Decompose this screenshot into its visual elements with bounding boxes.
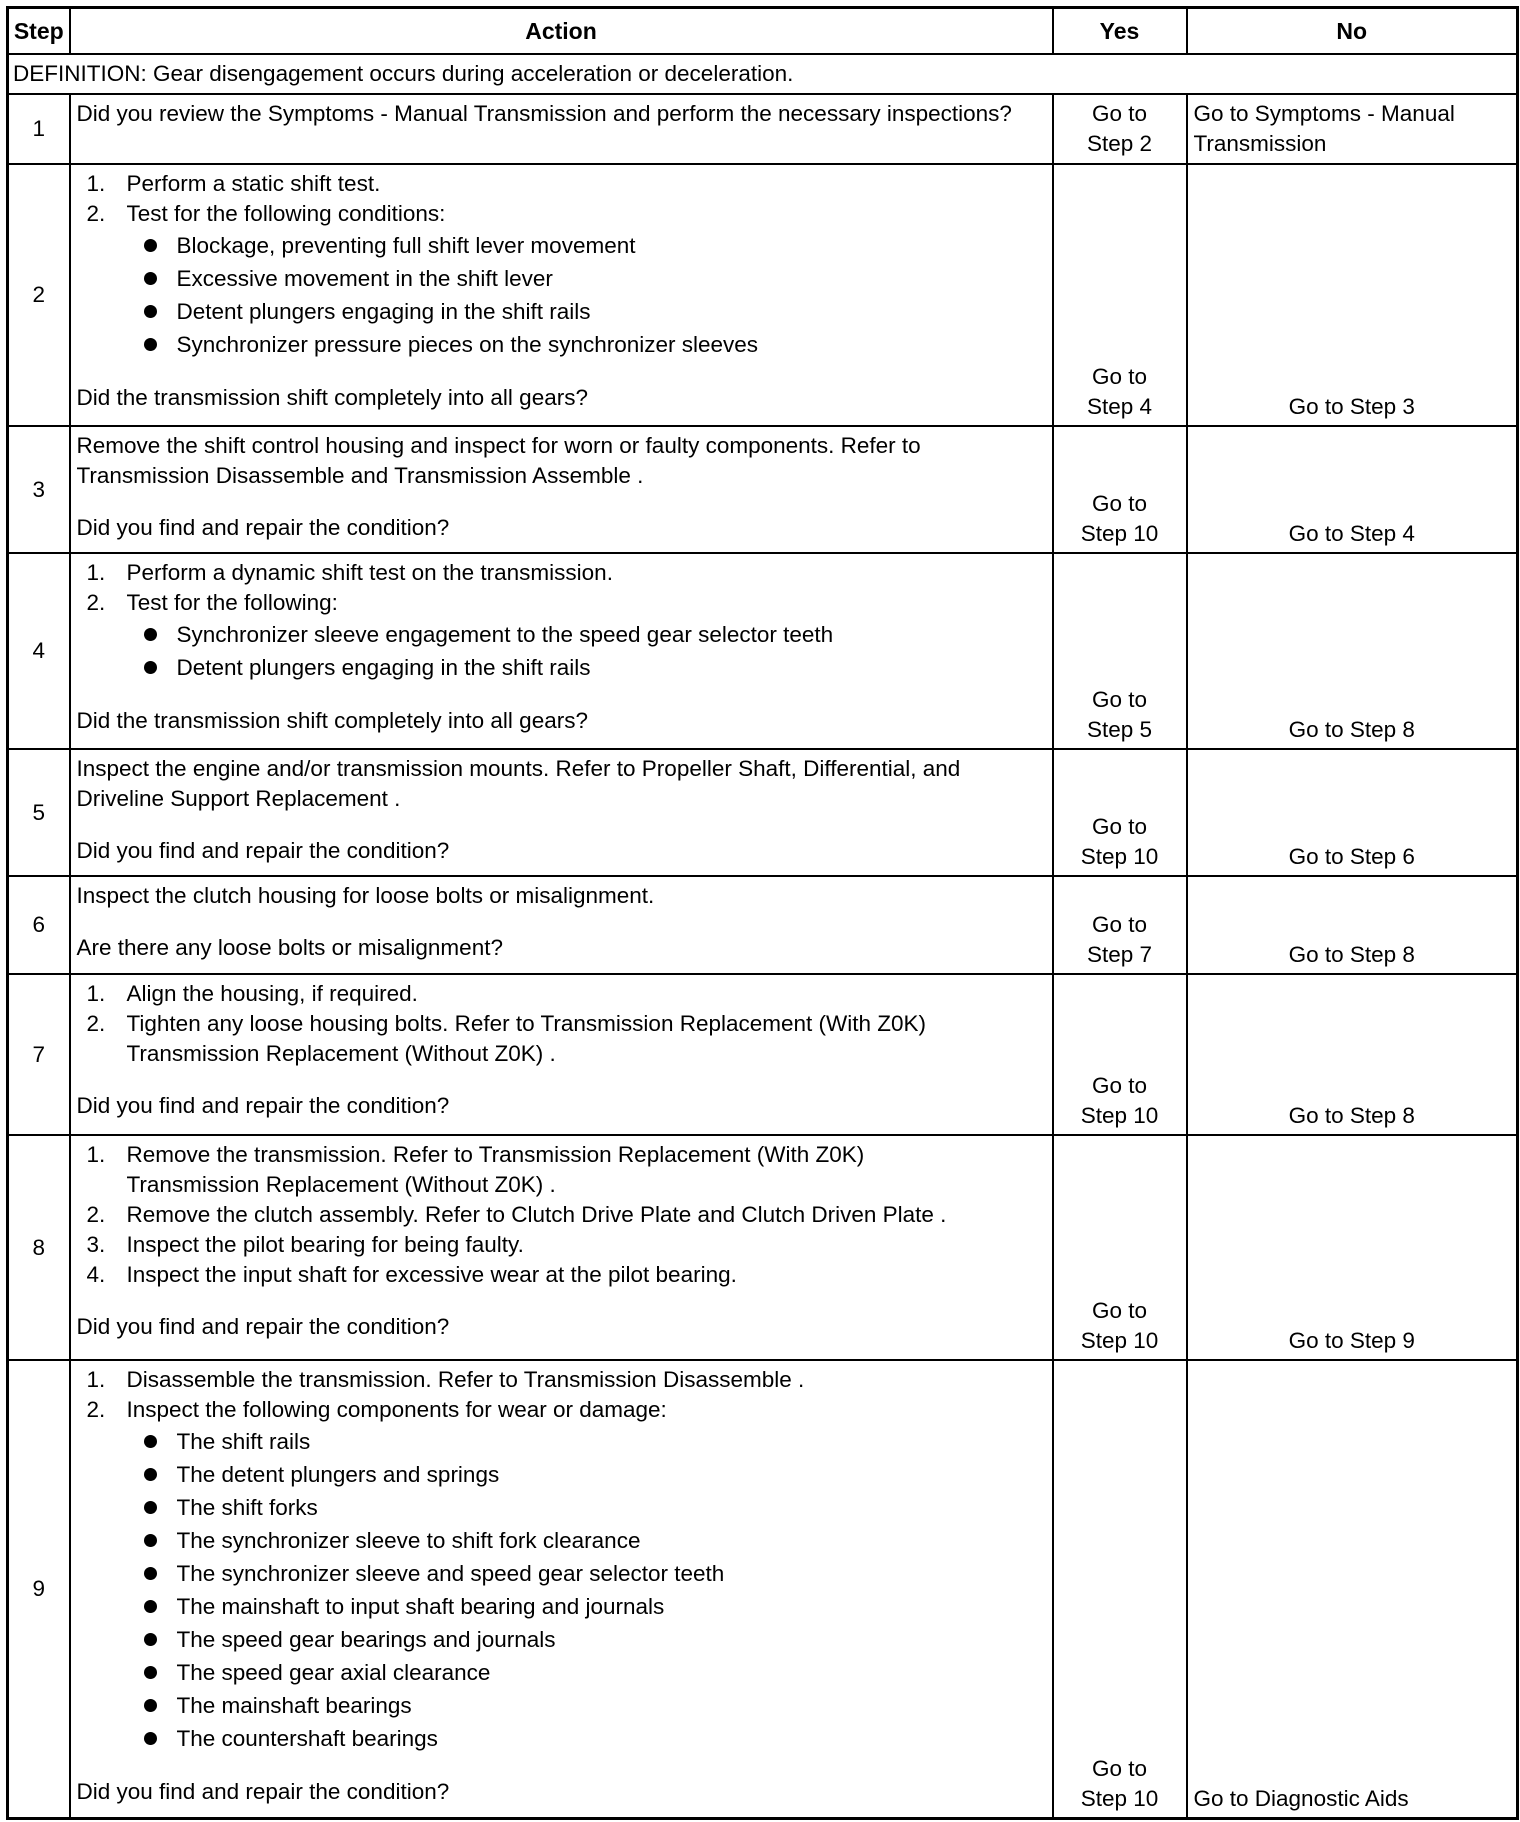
header-row — [8, 8, 1518, 55]
no-cell: Go to Step 8 — [1187, 974, 1518, 1135]
item-text: Test for the following: — [126, 590, 338, 615]
table-row-step-7 — [8, 974, 1518, 1135]
bullet-item — [77, 1491, 1046, 1524]
bullet-text: Detent plungers engaging in the shift rails — [176, 655, 591, 680]
numbered-list — [77, 979, 1007, 1069]
bullet-text: The detent plungers and springs — [176, 1462, 500, 1487]
bullet-icon — [144, 338, 157, 351]
bullet-item — [77, 1689, 1046, 1722]
table-row-step-1 — [8, 94, 1518, 164]
item-text: Disassemble the transmission. Refer to Transmission Disassemble . — [126, 1367, 805, 1392]
table-row-step-6 — [8, 876, 1518, 974]
no-cell: Go to Step 6 — [1187, 749, 1518, 876]
yes-cell: Go to Step 5 — [1053, 553, 1187, 749]
bullet-icon — [144, 661, 157, 674]
yes-cell: Go to Step 4 — [1053, 164, 1187, 426]
item-number: 1. — [86, 1367, 106, 1392]
no-cell: Go to Step 4 — [1187, 426, 1518, 553]
bullet-text: The shift rails — [176, 1429, 311, 1454]
question-text: Did you find and repair the condition? — [76, 1093, 450, 1118]
bullet-item — [77, 1557, 1046, 1590]
bullet-item — [77, 1656, 1046, 1689]
bullet-icon — [144, 1699, 157, 1712]
bullet-icon — [144, 628, 157, 641]
question-text: Did you find and repair the condition? — [76, 1314, 450, 1339]
item-number: 1. — [86, 560, 106, 585]
yes-cell: Go to Step 10 — [1053, 426, 1187, 553]
numbered-list — [77, 1365, 1046, 1425]
yes-cell: Go to Step 2 — [1053, 94, 1187, 164]
no-header: No — [1187, 8, 1518, 55]
action-cell — [70, 1135, 1053, 1360]
bullet-text: The synchronizer sleeve to shift fork clearance — [176, 1528, 641, 1553]
step-header: Step — [8, 8, 70, 55]
numbered-list — [77, 558, 1046, 618]
item-text: Test for the following conditions: — [126, 201, 446, 226]
diagnostic-table-wrapper — [6, 6, 1516, 1820]
no-cell: Go to Step 8 — [1187, 553, 1518, 749]
list-item — [77, 1140, 1037, 1200]
item-number: 1. — [86, 1142, 106, 1167]
bullet-icon — [144, 1435, 157, 1448]
action-cell — [70, 164, 1053, 426]
list-item — [77, 199, 1046, 229]
diagnostic-table — [6, 6, 1519, 1820]
action-header: Action — [70, 8, 1053, 55]
item-number: 2. — [86, 1011, 106, 1036]
action-cell — [70, 876, 1053, 974]
list-item — [77, 1009, 1007, 1069]
table-row-step-5 — [8, 749, 1518, 876]
table-row-step-2 — [8, 164, 1518, 426]
bullet-text: The synchronizer sleeve and speed gear selector teeth — [176, 1561, 725, 1586]
question-text: Did you find and repair the condition? — [76, 838, 450, 863]
yes-cell: Go to Step 10 — [1053, 974, 1187, 1135]
item-text: Tighten any loose housing bolts. Refer to Transmission Replacement (With Z0K) Transmission Replacement (Without Z0K) . — [126, 1011, 927, 1066]
item-text: Inspect the following components for wear or damage: — [126, 1397, 667, 1422]
bullet-icon — [144, 1468, 157, 1481]
list-item — [77, 1260, 1037, 1290]
bullet-text: Detent plungers engaging in the shift rails — [176, 299, 591, 324]
item-number: 3. — [86, 1232, 106, 1257]
bullet-item — [77, 651, 1046, 684]
question-text: Are there any loose bolts or misalignment? — [76, 935, 503, 960]
step-number: 7 — [8, 974, 70, 1135]
table-row-step-9 — [8, 1360, 1518, 1818]
table-row-step-4 — [8, 553, 1518, 749]
bullet-item — [77, 1458, 1046, 1491]
bullet-item — [77, 1590, 1046, 1623]
bullet-text: Blockage, preventing full shift lever movement — [176, 233, 636, 258]
yes-cell: Go to Step 10 — [1053, 1360, 1187, 1818]
no-cell: Go to Diagnostic Aids — [1187, 1360, 1518, 1818]
list-item — [77, 558, 1046, 588]
action-cell — [70, 749, 1053, 876]
item-number: 1. — [86, 981, 106, 1006]
bullet-text: The shift forks — [176, 1495, 318, 1520]
item-number: 4. — [86, 1262, 106, 1287]
item-text: Inspect the pilot bearing for being faulty. — [126, 1232, 524, 1257]
bullet-text: The mainshaft to input shaft bearing and journals — [176, 1594, 665, 1619]
bullet-item — [77, 328, 1046, 361]
list-item — [77, 979, 1007, 1009]
list-item — [77, 1230, 1037, 1260]
bullet-item — [77, 295, 1046, 328]
item-number: 2. — [86, 1202, 106, 1227]
no-cell: Go to Step 9 — [1187, 1135, 1518, 1360]
bullet-text: The countershaft bearings — [176, 1726, 438, 1751]
bullet-item — [77, 262, 1046, 295]
action-text: Did you review the Symptoms - Manual Transmission and perform the necessary inspections? — [76, 101, 1012, 126]
no-cell: Go to Symptoms - Manual Transmission — [1187, 94, 1518, 164]
action-cell — [70, 94, 1053, 164]
step-number: 9 — [8, 1360, 70, 1818]
yes-cell: Go to Step 10 — [1053, 749, 1187, 876]
bullet-text: Synchronizer pressure pieces on the synchronizer sleeves — [176, 332, 759, 357]
bullet-icon — [144, 272, 157, 285]
bullet-icon — [144, 1666, 157, 1679]
no-cell: Go to Step 3 — [1187, 164, 1518, 426]
yes-header: Yes — [1053, 8, 1187, 55]
bullet-item — [77, 1722, 1046, 1755]
table-row-step-8 — [8, 1135, 1518, 1360]
action-text: Inspect the engine and/or transmission mounts. Refer to Propeller Shaft, Differential, and Driveline Support Replacement . — [76, 756, 961, 811]
bullet-text: The mainshaft bearings — [176, 1693, 412, 1718]
item-number: 2. — [86, 590, 106, 615]
bullet-list — [77, 229, 1046, 361]
step-number: 2 — [8, 164, 70, 426]
bullet-text: The speed gear axial clearance — [176, 1660, 491, 1685]
action-text: Remove the shift control housing and inspect for worn or faulty components. Refer to Transmission Disassemble and Transmission Assemble . — [76, 433, 921, 488]
bullet-icon — [144, 305, 157, 318]
item-text: Align the housing, if required. — [126, 981, 418, 1006]
question-text: Did the transmission shift completely into all gears? — [76, 385, 588, 410]
numbered-list — [77, 169, 1046, 229]
bullet-list — [77, 1425, 1046, 1755]
bullet-item — [77, 618, 1046, 651]
item-number: 1. — [86, 171, 106, 196]
table-row-step-3 — [8, 426, 1518, 553]
item-text: Remove the clutch assembly. Refer to Clutch Drive Plate and Clutch Driven Plate . — [126, 1202, 947, 1227]
step-number: 6 — [8, 876, 70, 974]
question-text: Did you find and repair the condition? — [76, 1779, 450, 1804]
item-text: Perform a static shift test. — [126, 171, 381, 196]
step-number: 1 — [8, 94, 70, 164]
list-item — [77, 1365, 1046, 1395]
bullet-text: Excessive movement in the shift lever — [176, 266, 553, 291]
question-text: Did you find and repair the condition? — [76, 515, 450, 540]
step-number: 4 — [8, 553, 70, 749]
bullet-icon — [144, 1567, 157, 1580]
list-item — [77, 588, 1046, 618]
bullet-icon — [144, 1732, 157, 1745]
item-text: Inspect the input shaft for excessive wear at the pilot bearing. — [126, 1262, 737, 1287]
action-cell — [70, 974, 1053, 1135]
action-cell — [70, 1360, 1053, 1818]
yes-cell: Go to Step 7 — [1053, 876, 1187, 974]
bullet-text: The speed gear bearings and journals — [176, 1627, 556, 1652]
yes-cell: Go to Step 10 — [1053, 1135, 1187, 1360]
bullet-item — [77, 1524, 1046, 1557]
item-number: 2. — [86, 1397, 106, 1422]
numbered-list — [77, 1140, 1037, 1290]
bullet-icon — [144, 1534, 157, 1547]
bullet-item — [77, 1623, 1046, 1656]
definition-row — [8, 54, 1518, 94]
bullet-text: Synchronizer sleeve engagement to the speed gear selector teeth — [176, 622, 834, 647]
item-text: Perform a dynamic shift test on the transmission. — [126, 560, 613, 585]
item-number: 2. — [86, 201, 106, 226]
list-item — [77, 1395, 1046, 1425]
step-number: 5 — [8, 749, 70, 876]
question-text: Did the transmission shift completely into all gears? — [76, 708, 588, 733]
list-item — [77, 1200, 1037, 1230]
bullet-icon — [144, 1633, 157, 1646]
bullet-item — [77, 1425, 1046, 1458]
definition-text: DEFINITION: Gear disengagement occurs during acceleration or deceleration. — [8, 54, 1518, 94]
bullet-icon — [144, 239, 157, 252]
item-text: Remove the transmission. Refer to Transmission Replacement (With Z0K) Transmission Replacement (Without Z0K) . — [126, 1142, 865, 1197]
action-text: Inspect the clutch housing for loose bolts or misalignment. — [76, 883, 655, 908]
action-cell — [70, 426, 1053, 553]
action-cell — [70, 553, 1053, 749]
step-number: 8 — [8, 1135, 70, 1360]
step-number: 3 — [8, 426, 70, 553]
list-item — [77, 169, 1046, 199]
no-cell: Go to Step 8 — [1187, 876, 1518, 974]
bullet-icon — [144, 1501, 157, 1514]
bullet-icon — [144, 1600, 157, 1613]
bullet-item — [77, 229, 1046, 262]
bullet-list — [77, 618, 1046, 684]
